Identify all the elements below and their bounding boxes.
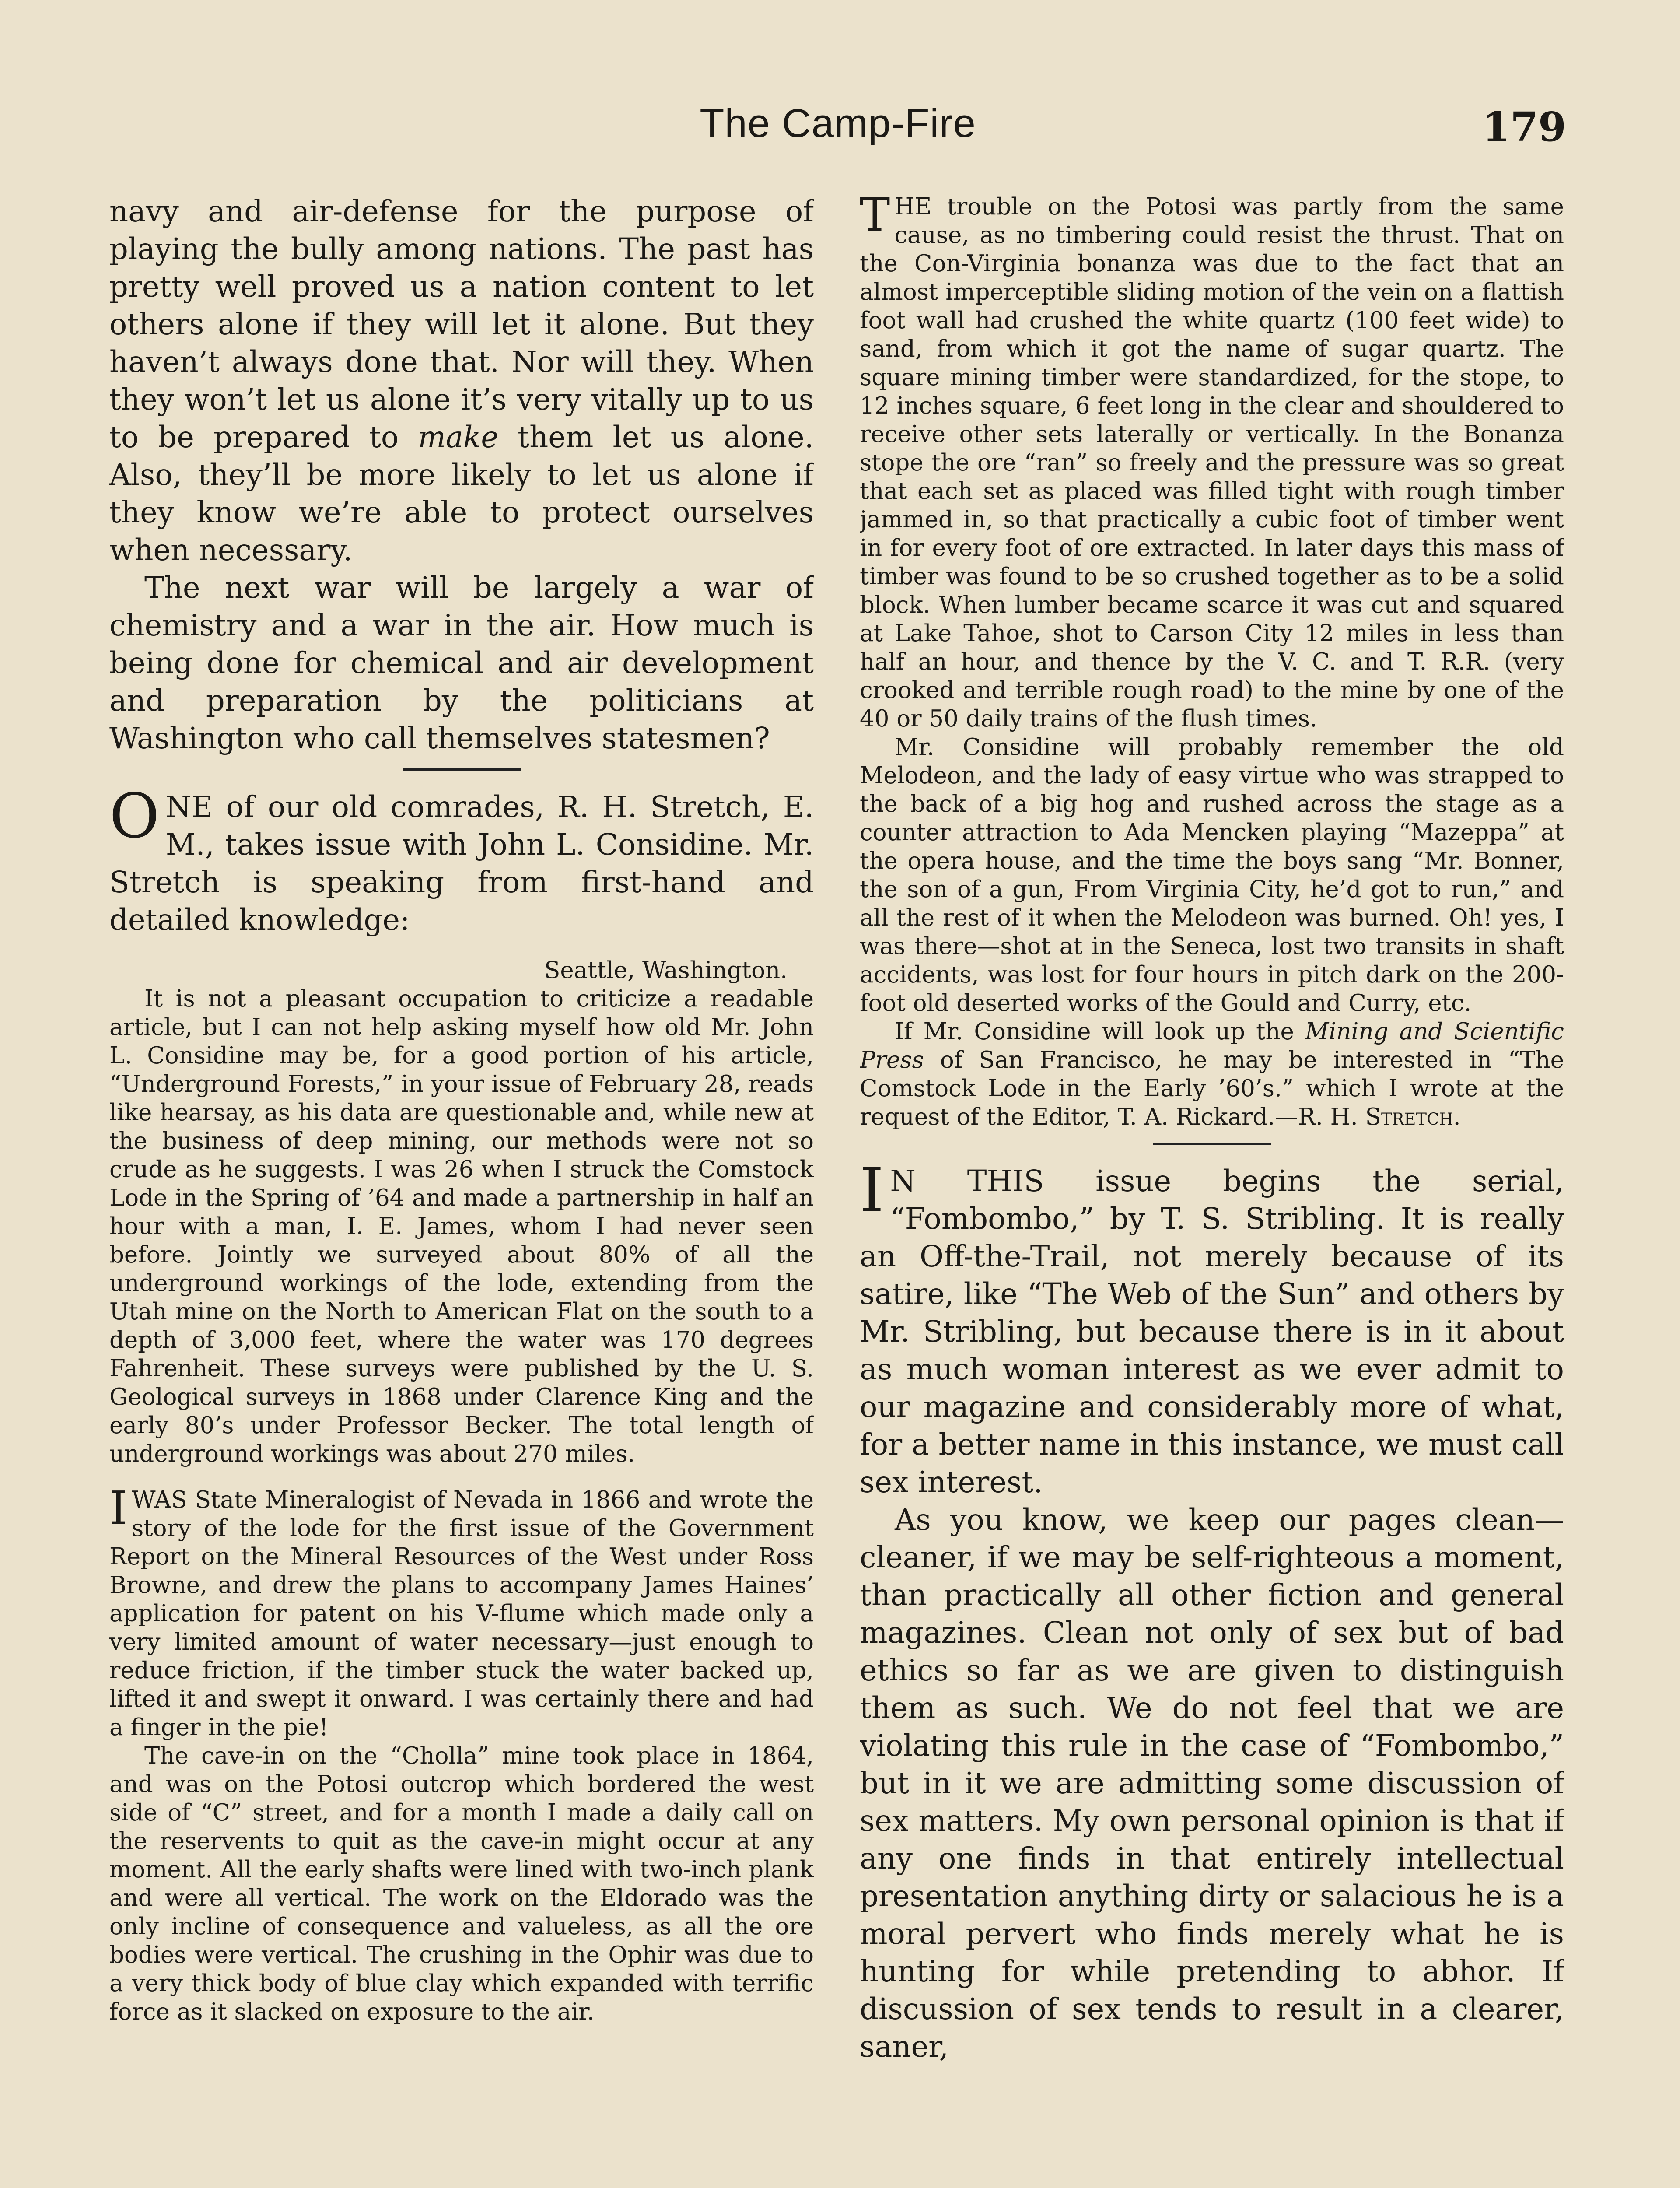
drop-cap: O bbox=[109, 781, 160, 852]
drop-cap: I bbox=[860, 1155, 884, 1226]
page-number: 179 bbox=[1482, 103, 1566, 151]
paragraph: The next war will be largely a war of chemistry and a war in the air. How much is being done for chemical and air development and preparation by the politicians at Washington who call themselves statesmen? bbox=[109, 571, 814, 755]
left-column bbox=[109, 193, 814, 2188]
paragraph: navy and air-defense for the purpose of playing the bully among nations. The past has pretty well proved us a nation content to let others alone if they will let it alone. But they haven’t always done that. Nor will they. When they won’t let us alone it’s very vitally up to us to be prepared to make them let us alone. Also, they’ll be more likely to let us alone if they know we’re able to protect ourselves when necessary. bbox=[109, 194, 814, 567]
paragraph: I N THIS issue begins the serial, “Fombombo,” by T. S. Stribling. It is really an Off-the-Trail, not merely because of its satire, like “The Web of the Sun” and others by Mr. Stribling, but because there is in it about as much woman interest as we ever admit to our magazine and considerably more of what, for a better name in this instance, we must call sex interest. bbox=[860, 1155, 1564, 1499]
drop-cap: T bbox=[860, 193, 890, 242]
paragraph: As you know, we keep our pages clean—cleaner, if we may be self-righteous a moment, than practically all other fiction and general magazines. Clean not only of sex but of bad ethics so far as we are given to distinguish them as such. We do not feel that we are violating this rule in the case of “Fombombo,” but in it we are admitting some discussion of sex matters. My own personal opinion is that if any one finds in that entirely intellectual presentation anything dirty or salacious he is a moral pervert who finds merely what he is hunting for while pretending to abhor. If discussion of sex tends to result in a clearer, saner, bbox=[860, 1503, 1564, 2064]
running-title: The Camp-Fire bbox=[700, 101, 976, 146]
letter-signoff: If Mr. Considine will look up the Mining and Scientific Press of San Francisco, he may be interested in “The Comstock Lode in the Early ’60’s.” which I wrote at the request of the Editor, T. A. Rickard.—R. H. Stretch. bbox=[860, 1018, 1564, 1130]
letter-paragraph: It is not a pleasant occupation to criticize a readable article, but I can not help asking myself how old Mr. John L. Considine may be, for a good portion of his article, “Underground Forests,” in your issue of February 28, reads like hearsay, as his data are questionable and, while new at the business of deep mining, our methods were not so crude as he suggests. I was 26 when I struck the Comstock Lode in the Spring of ’64 and made a partnership in half an hour with a man, I. E. James, whom I had never seen before. Jointly we surveyed about 80% of all the underground workings of the lode, extending from the Utah mine on the North to American Flat on the south to a depth of 3,000 feet, where the water was 170 degrees Fahrenheit. These surveys were published by the U. S. Geological surveys in 1868 under Clarence King and the early 80’s under Professor Becker. The total length of underground workings was about 270 miles. bbox=[109, 985, 814, 1467]
right-column bbox=[860, 193, 1564, 2188]
letter-paragraph: I WAS State Mineralogist of Nevada in 1866 and wrote the story of the lode for the first issue of the Government Report on the Mineral Resources of the West under Ross Browne, and drew the plans to accompany James Haines’ application for patent on his V-flume which made only a very limited amount of water necessary—just enough to reduce friction, if the timber stuck the water backed up, lifted it and swept it onward. I was certainly there and had a finger in the pie! bbox=[109, 1481, 814, 1741]
page-header bbox=[109, 101, 1566, 171]
letter-paragraph: THE trouble on the Potosi was partly from the same cause, as no timbering could resist the thrust. That on the Con-Virginia bonanza was due to the fact that an almost imperceptible sliding motion of the vein on a flattish foot wall had crushed the white quartz (100 feet wide) to sand, from which it got the name of sugar quartz. The square mining timber were standardized, for the stope, to 12 inches square, 6 feet long in the clear and shouldered to receive other sets laterally or vertically. In the Bonanza stope the ore “ran” so freely and the pressure was so great that each set as placed was filled tight with rough timber jammed in, so that practically a cubic foot of timber went in for every foot of ore extracted. In later days this mass of timber was found to be so crushed together as to be a solid block. When lumber became scarce it was cut and squared at Lake Tahoe, shot to Carson City 12 miles in less than half an hour, and thence by the V. C. and T. R.R. (very crooked and terrible rough road) to the mine by one of the 40 or 50 daily trains of the flush times. bbox=[860, 193, 1564, 732]
section-divider bbox=[1153, 1143, 1271, 1145]
drop-cap: I bbox=[109, 1481, 128, 1535]
section-divider bbox=[402, 768, 521, 771]
letter-paragraph: The cave-in on the “Cholla” mine took place in 1864, and was on the Potosi outcrop which bordered the west side of “C” street, and for a month I made a daily call on the reservents to quit as the cave-in might occur at any moment. All the early shafts were lined with two-inch plank and were all vertical. The work on the Eldorado was the only incline of consequence and valueless, as all the ore bodies were vertical. The crushing in the Ophir was due to a very thick body of blue clay which expanded with terrific force as it slacked on exposure to the air. bbox=[109, 1743, 814, 2025]
letter-paragraph: Mr. Considine will probably remember the old Melodeon, and the lady of easy virtue who was strapped to the back of a big hog and rushed across the stage as a counter attraction to Ada Mencken playing “Mazeppa” at the opera house, and the time the boys sang “Mr. Bonner, the son of a gun, From Virginia City, he’d got to run,” and all the rest of it when the Melodeon was burned. Oh! yes, I was there—shot at in the Seneca, lost two transits in shaft accidents, was lost for four hours in pitch dark on the 200-foot old deserted works of the Gould and Curry, etc. bbox=[860, 734, 1564, 1017]
paragraph: ONE of our old comrades, R. H. Stretch, E. M., takes issue with John L. Considine. Mr. Stretch is speaking from first-hand and detailed knowledge: bbox=[109, 781, 814, 937]
letter-dateline: Seattle, Washington. bbox=[544, 957, 788, 984]
